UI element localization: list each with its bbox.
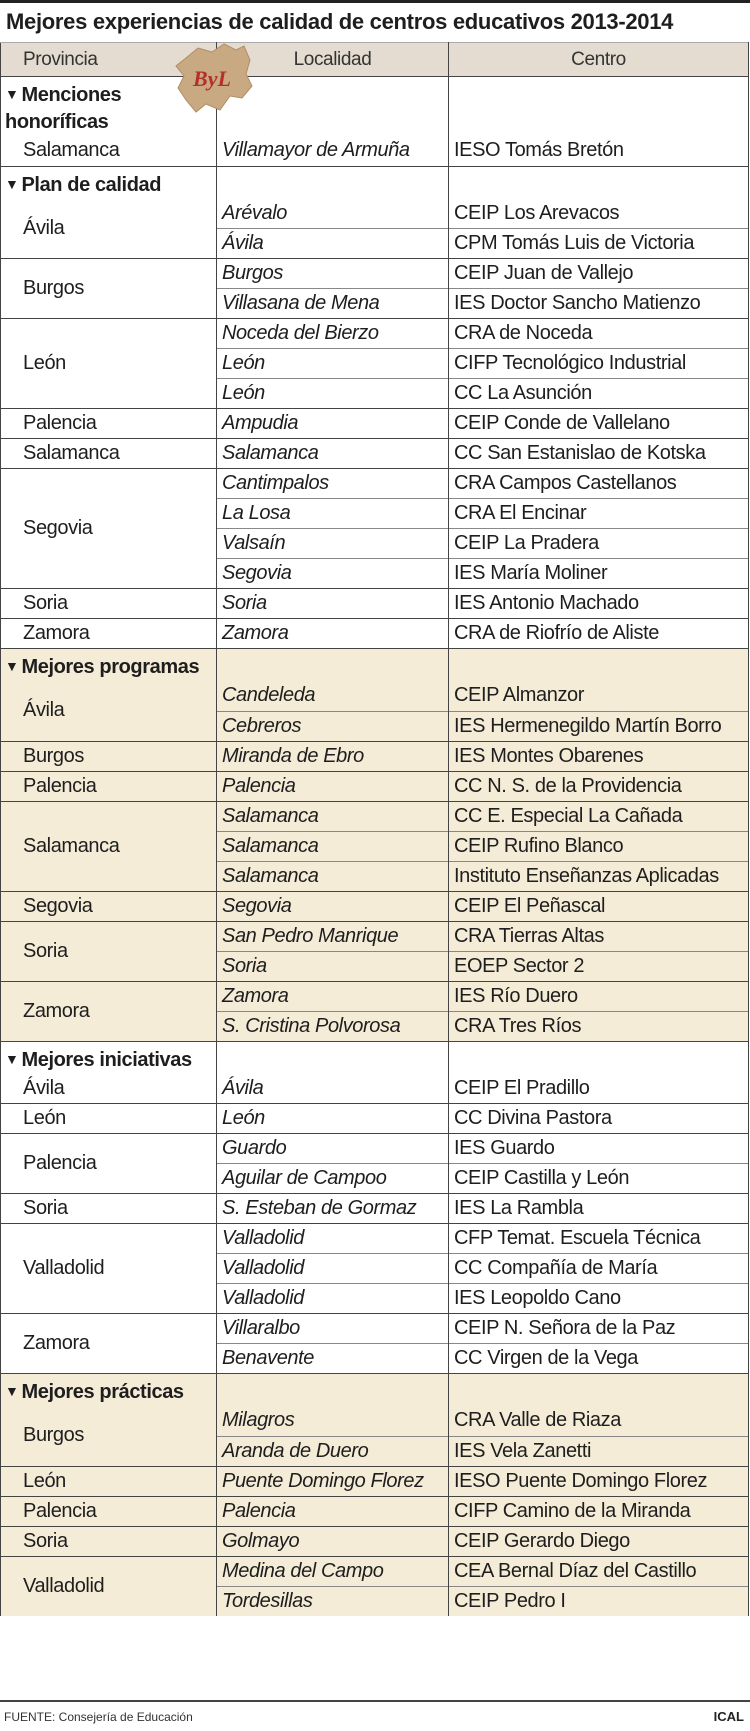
localidad-cell: Valladolid: [217, 1224, 449, 1254]
centro-cell: IES Vela Zanetti: [449, 1436, 749, 1466]
section-title: [1, 166, 217, 199]
localidad-cell: Palencia: [217, 1496, 449, 1526]
section-header-row: [1, 1374, 749, 1407]
localidad-cell: Milagros: [217, 1406, 449, 1436]
table-row: [1, 981, 749, 1011]
centro-cell: CEA Bernal Díaz del Castillo: [449, 1556, 749, 1586]
centro-cell: CEIP Rufino Blanco: [449, 831, 749, 861]
section-title-line: Mejores iniciativas: [21, 1048, 192, 1071]
centro-cell: CC N. S. de la Providencia: [449, 771, 749, 801]
localidad-cell: León: [217, 349, 449, 379]
localidad-cell: San Pedro Manrique: [217, 921, 449, 951]
table-row: [1, 409, 749, 439]
section-header-row: [1, 1041, 749, 1074]
section-title-line: Mejores programas: [21, 656, 200, 678]
provincia-cell: León: [1, 319, 217, 409]
centro-cell: CPM Tomás Luis de Victoria: [449, 229, 749, 259]
header-centro: Centro: [449, 43, 749, 77]
provincia-cell: Ávila: [1, 199, 217, 259]
section-title: [1, 1374, 217, 1407]
title-bar: [0, 0, 750, 40]
section-title: [1, 649, 217, 682]
empty-cell: [449, 77, 749, 137]
triangle-icon: ▼: [5, 86, 19, 102]
localidad-cell: Villasana de Mena: [217, 289, 449, 319]
localidad-cell: Ávila: [217, 1074, 449, 1104]
localidad-cell: Medina del Campo: [217, 1556, 449, 1586]
centro-cell: IES Doctor Sancho Matienzo: [449, 289, 749, 319]
provincia-cell: Segovia: [1, 469, 217, 589]
table-row: [1, 469, 749, 499]
empty-cell: [217, 1041, 449, 1074]
section-title-line: Plan de calidad: [21, 173, 162, 196]
table-row: [1, 136, 749, 166]
centro-cell: IES Antonio Machado: [449, 589, 749, 619]
table-row: [1, 681, 749, 711]
provincia-cell: Burgos: [1, 741, 217, 771]
provincia-cell: Burgos: [1, 259, 217, 319]
section-title-line: honoríficas: [5, 111, 109, 133]
provincia-cell: Burgos: [1, 1406, 217, 1466]
section-header-row: [1, 166, 749, 199]
localidad-cell: Miranda de Ebro: [217, 741, 449, 771]
localidad-cell: Ampudia: [217, 409, 449, 439]
centro-cell: CEIP Castilla y León: [449, 1164, 749, 1194]
centro-cell: CRA El Encinar: [449, 499, 749, 529]
centro-cell: CC Divina Pastora: [449, 1104, 749, 1134]
localidad-cell: Puente Domingo Florez: [217, 1466, 449, 1496]
centro-cell: CEIP Almanzor: [449, 681, 749, 711]
footer: [0, 1700, 750, 1731]
section-header-row: [1, 649, 749, 682]
provincia-cell: Valladolid: [1, 1556, 217, 1616]
localidad-cell: Tordesillas: [217, 1586, 449, 1616]
table-row: [1, 1224, 749, 1254]
table-row: [1, 259, 749, 289]
empty-cell: [449, 166, 749, 199]
table-row: [1, 801, 749, 831]
provincia-cell: Zamora: [1, 1314, 217, 1374]
localidad-cell: Zamora: [217, 981, 449, 1011]
table-row: [1, 1496, 749, 1526]
provincia-cell: Soria: [1, 1526, 217, 1556]
triangle-icon: ▼: [5, 658, 19, 674]
provincia-cell: Palencia: [1, 1134, 217, 1194]
table-row: [1, 1314, 749, 1344]
localidad-cell: Aranda de Duero: [217, 1436, 449, 1466]
centro-cell: CEIP Los Arevacos: [449, 199, 749, 229]
localidad-cell: León: [217, 379, 449, 409]
provincia-cell: Ávila: [1, 1074, 217, 1104]
centro-cell: IES Montes Obarenes: [449, 741, 749, 771]
provincia-cell: Zamora: [1, 619, 217, 649]
centro-cell: CC E. Especial La Cañada: [449, 801, 749, 831]
provincia-cell: Palencia: [1, 1496, 217, 1526]
section-title: [1, 1041, 217, 1074]
centro-cell: IES La Rambla: [449, 1194, 749, 1224]
provincia-cell: Salamanca: [1, 136, 217, 166]
centro-cell: EOEP Sector 2: [449, 951, 749, 981]
centro-cell: IES Guardo: [449, 1134, 749, 1164]
empty-cell: [217, 166, 449, 199]
logo-text: ByL: [193, 66, 231, 91]
centro-cell: CEIP Juan de Vallejo: [449, 259, 749, 289]
centro-cell: IES Río Duero: [449, 981, 749, 1011]
table-row: [1, 771, 749, 801]
centro-cell: CEIP Pedro I: [449, 1586, 749, 1616]
centro-cell: IES Leopoldo Cano: [449, 1284, 749, 1314]
localidad-cell: Burgos: [217, 259, 449, 289]
table-row: [1, 1134, 749, 1164]
source-note: FUENTE: Consejería de Educación: [4, 1710, 193, 1724]
section-title-line: Mejores prácticas: [21, 1381, 184, 1403]
provincia-cell: Salamanca: [1, 801, 217, 891]
localidad-cell: Candeleda: [217, 681, 449, 711]
centro-cell: IES Hermenegildo Martín Borro: [449, 711, 749, 741]
provincia-cell: Soria: [1, 589, 217, 619]
localidad-cell: Golmayo: [217, 1526, 449, 1556]
localidad-cell: Salamanca: [217, 861, 449, 891]
empty-cell: [217, 1374, 449, 1407]
localidad-cell: Segovia: [217, 891, 449, 921]
localidad-cell: Palencia: [217, 771, 449, 801]
centro-cell: CRA de Riofrío de Aliste: [449, 619, 749, 649]
table-row: [1, 1526, 749, 1556]
centro-cell: IESO Puente Domingo Florez: [449, 1466, 749, 1496]
provincia-cell: Salamanca: [1, 439, 217, 469]
localidad-cell: Valsaín: [217, 529, 449, 559]
localidad-cell: Zamora: [217, 619, 449, 649]
localidad-cell: Valladolid: [217, 1254, 449, 1284]
localidad-cell: Ávila: [217, 229, 449, 259]
agency-credit: ICAL: [713, 1709, 744, 1724]
localidad-cell: Arévalo: [217, 199, 449, 229]
table-row: [1, 1074, 749, 1104]
section-header-row: [1, 77, 749, 137]
empty-cell: [449, 1041, 749, 1074]
empty-cell: [449, 1374, 749, 1407]
provincia-cell: Soria: [1, 921, 217, 981]
triangle-icon: ▼: [5, 1050, 19, 1067]
centro-cell: CRA Valle de Riaza: [449, 1406, 749, 1436]
centro-cell: CC San Estanislao de Kotska: [449, 439, 749, 469]
provincia-cell: Ávila: [1, 681, 217, 741]
triangle-icon: ▼: [5, 1383, 19, 1399]
localidad-cell: Segovia: [217, 559, 449, 589]
provincia-cell: Zamora: [1, 981, 217, 1041]
centro-cell: CEIP El Pradillo: [449, 1074, 749, 1104]
centro-cell: CEIP Gerardo Diego: [449, 1526, 749, 1556]
table-body: [1, 77, 749, 1617]
table-row: [1, 1556, 749, 1586]
localidad-cell: Guardo: [217, 1134, 449, 1164]
table-row: [1, 1406, 749, 1436]
centro-cell: IES María Moliner: [449, 559, 749, 589]
localidad-cell: Aguilar de Campoo: [217, 1164, 449, 1194]
centro-cell: CEIP La Pradera: [449, 529, 749, 559]
table-row: [1, 439, 749, 469]
localidad-cell: Benavente: [217, 1344, 449, 1374]
localidad-cell: Noceda del Bierzo: [217, 319, 449, 349]
header-provincia: Provincia: [1, 43, 217, 77]
localidad-cell: Villamayor de Armuña: [217, 136, 449, 166]
localidad-cell: Salamanca: [217, 831, 449, 861]
localidad-cell: Villaralbo: [217, 1314, 449, 1344]
localidad-cell: Soria: [217, 589, 449, 619]
section-title-line: Menciones: [21, 84, 122, 106]
localidad-cell: Valladolid: [217, 1284, 449, 1314]
localidad-cell: S. Cristina Polvorosa: [217, 1011, 449, 1041]
centro-cell: CC La Asunción: [449, 379, 749, 409]
centro-cell: CRA de Noceda: [449, 319, 749, 349]
localidad-cell: Soria: [217, 951, 449, 981]
localidad-cell: La Losa: [217, 499, 449, 529]
localidad-cell: Cantimpalos: [217, 469, 449, 499]
centro-cell: CC Virgen de la Vega: [449, 1344, 749, 1374]
empty-cell: [449, 649, 749, 682]
provincia-cell: Valladolid: [1, 1224, 217, 1314]
table-row: [1, 741, 749, 771]
provincia-cell: Soria: [1, 1194, 217, 1224]
table-row: [1, 1466, 749, 1496]
centro-cell: CEIP Conde de Vallelano: [449, 409, 749, 439]
table-row: [1, 619, 749, 649]
centro-cell: CC Compañía de María: [449, 1254, 749, 1284]
empty-cell: [217, 649, 449, 682]
localidad-cell: Salamanca: [217, 439, 449, 469]
centro-cell: CIFP Camino de la Miranda: [449, 1496, 749, 1526]
table-row: [1, 199, 749, 229]
results-table: [0, 42, 749, 1616]
provincia-cell: Palencia: [1, 771, 217, 801]
centro-cell: CEIP N. Señora de la Paz: [449, 1314, 749, 1344]
localidad-cell: Cebreros: [217, 711, 449, 741]
localidad-cell: S. Esteban de Gormaz: [217, 1194, 449, 1224]
localidad-cell: Salamanca: [217, 801, 449, 831]
centro-cell: Instituto Enseñanzas Aplicadas: [449, 861, 749, 891]
table-row: [1, 319, 749, 349]
castilla-leon-map-logo: [172, 40, 254, 116]
centro-cell: CFP Temat. Escuela Técnica: [449, 1224, 749, 1254]
triangle-icon: ▼: [5, 175, 19, 192]
header-localidad: Localidad: [217, 43, 449, 77]
page-title: Mejores experiencias de calidad de centros educativos 2013-2014: [6, 9, 674, 34]
table-header-row: [1, 43, 749, 77]
table-row: [1, 589, 749, 619]
centro-cell: CRA Campos Castellanos: [449, 469, 749, 499]
centro-cell: IESO Tomás Bretón: [449, 136, 749, 166]
provincia-cell: León: [1, 1104, 217, 1134]
table-row: [1, 1194, 749, 1224]
table-row: [1, 921, 749, 951]
provincia-cell: Segovia: [1, 891, 217, 921]
centro-cell: CRA Tres Ríos: [449, 1011, 749, 1041]
provincia-cell: León: [1, 1466, 217, 1496]
table-row: [1, 891, 749, 921]
centro-cell: CRA Tierras Altas: [449, 921, 749, 951]
centro-cell: CIFP Tecnológico Industrial: [449, 349, 749, 379]
table-row: [1, 1104, 749, 1134]
centro-cell: CEIP El Peñascal: [449, 891, 749, 921]
localidad-cell: León: [217, 1104, 449, 1134]
provincia-cell: Palencia: [1, 409, 217, 439]
